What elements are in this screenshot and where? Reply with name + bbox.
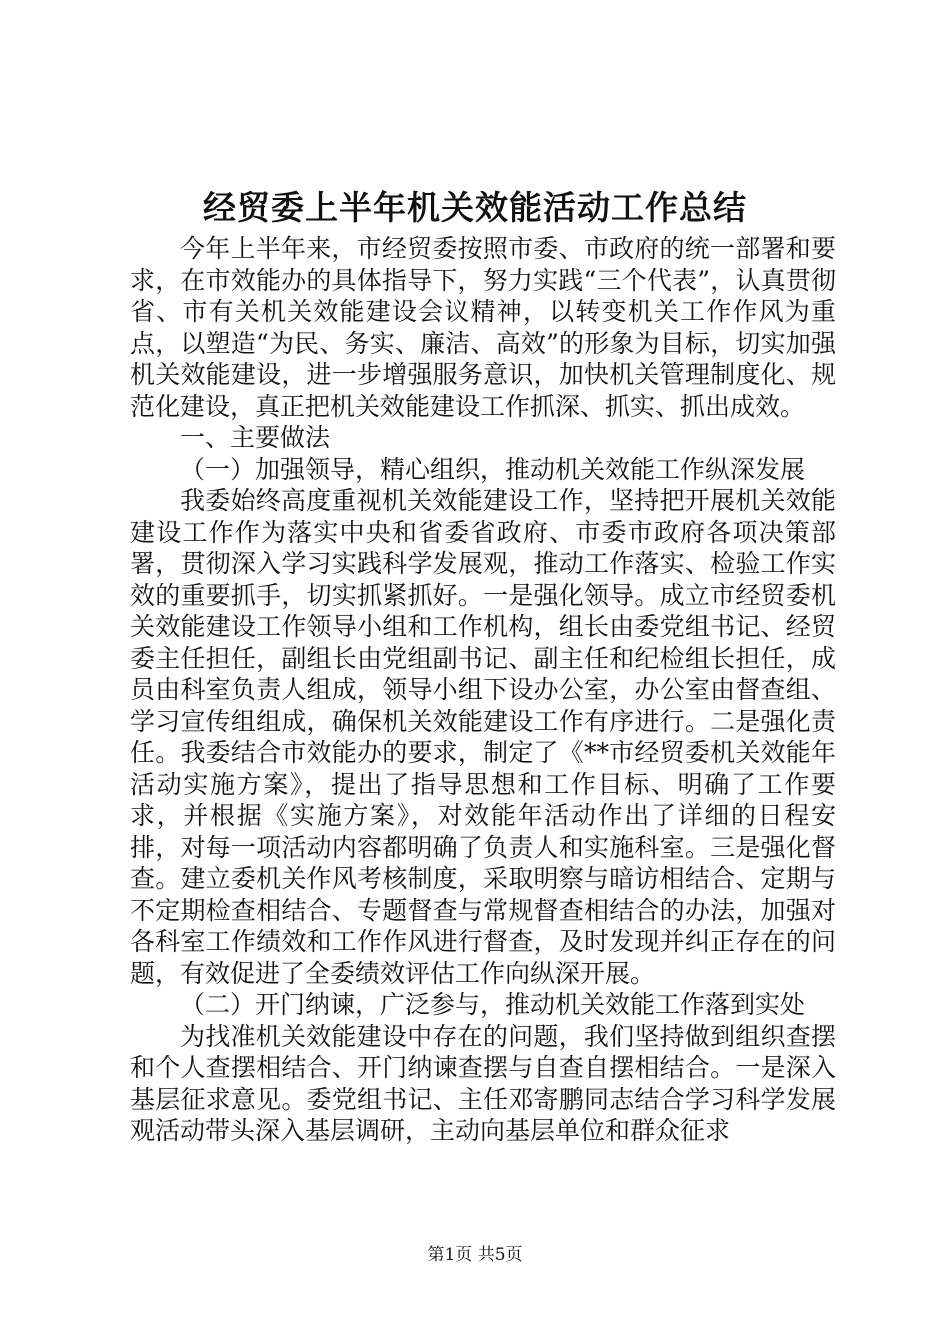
document-title: 经贸委上半年机关效能活动工作总结: [203, 188, 747, 227]
subsection-heading-2: （二）开门纳谏，广泛参与，推动机关效能工作落到实处: [180, 990, 806, 1019]
body-paragraph-1: 我委始终高度重视机关效能建设工作，坚持把开展机关效能建设工作作为落实中央和省委省政府、市委市政府各项决策部署，贯彻深入学习实践科学发展观，推动工作落实、检验工作实效的重要抓手，切实抓紧抓好。一是强化领导。成立市经贸委机关效能建设工作领导小组和工作机构，组长由委党组书记、经贸委主任担任，副组长由党组副书记、副主任和纪检组长担任，成员由科室负责人组成，领导小组下设办公室，办公室由督查组、学习宣传组组成，确保机关效能建设工作有序进行。二是强化责任。我委结合市效能办的要求，制定了《**市经贸委机关效能年活动实施方案》，提出了指导思想和工作目标、明确了工作要求，并根据《实施方案》，对效能年活动作出了详细的日程安排，对每一项活动内容都明确了负责人和实施科室。三是强化督查。建立委机关作风考核制度，采取明察与暗访相结合、定期与不定期检查相结合、专题督查与常规督查相结合的办法，加强对各科室工作绩效和工作作风进行督查，及时发现并纠正存在的问题，有效促进了全委绩效评估工作向纵深开展。: [130, 486, 836, 988]
section-heading-main-practices: 一、主要做法: [180, 423, 331, 452]
subsection-heading-1: （一）加强领导，精心组织，推动机关效能工作纵深发展: [180, 454, 806, 484]
page-number-footer: 第1页 共5页: [427, 1245, 523, 1265]
body-paragraph-2: 为找准机关效能建设中存在的问题，我们坚持做到组织查摆和个人查摆相结合、开门纳谏查摆与自查自摆相结合。一是深入基层征求意见。委党组书记、主任邓寄鹏同志结合学习科学发展观活动带头深入基层调研，主动向基层单位和群众征求: [130, 1021, 836, 1145]
intro-paragraph: 今年上半年来，市经贸委按照市委、市政府的统一部署和要求，在市效能办的具体指导下，努力实践“三个代表”，认真贯彻省、市有关机关效能建设会议精神，以转变机关工作作风为重点，以塑造“为民、务实、廉洁、高效”的形象为目标，切实加强机关效能建设，进一步增强服务意识，加快机关管理制度化、规范化建设，真正把机关效能建设工作抓深、抓实、抓出成效。: [130, 234, 836, 421]
document-body: [130, 233, 836, 1147]
